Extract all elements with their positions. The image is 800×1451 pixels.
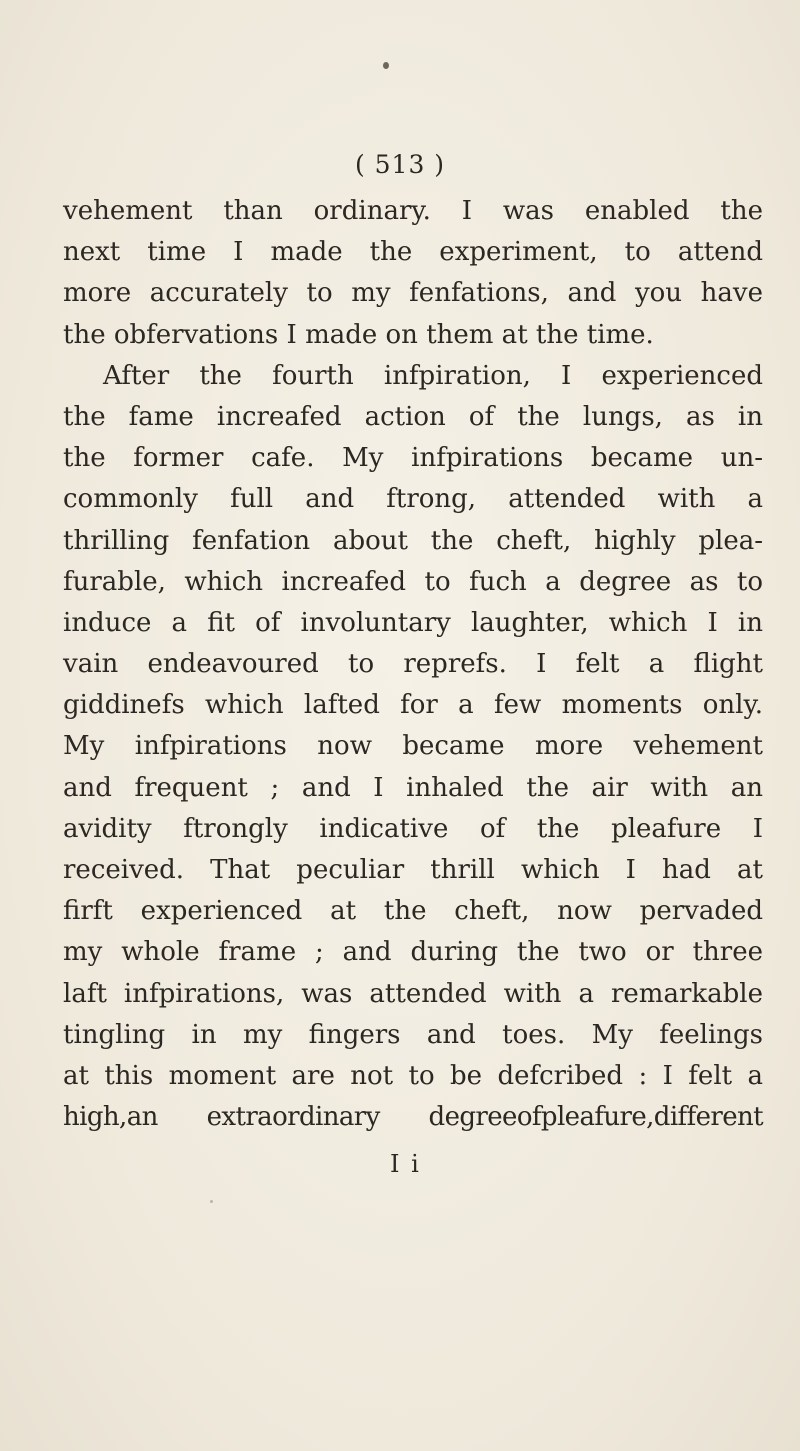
text-line: my whole frame ; and during the two or three bbox=[63, 937, 763, 968]
text-line: next time I made the experiment, to attend bbox=[63, 237, 763, 268]
body-text bbox=[63, 191, 763, 1138]
text-line: tingling in my fingers and toes. My feelings bbox=[63, 1019, 763, 1050]
text-line: the obfervations I made on them at the time. bbox=[63, 319, 654, 350]
text-line: more accurately to my fenfations, and you have bbox=[63, 278, 763, 309]
text-line: commonly full and ftrong, attended with a bbox=[63, 484, 763, 515]
text-line: After the fourth infpiration, I experienced bbox=[103, 360, 763, 391]
page-number: ( 513 ) bbox=[354, 150, 446, 179]
text-line: at this moment are not to be defcribed : I felt a bbox=[63, 1060, 763, 1091]
ink-speck bbox=[210, 1200, 213, 1203]
text-line: high,an extraordinary degreeofpleafure,different bbox=[63, 1102, 763, 1133]
text-line: received. That peculiar thrill which I had at bbox=[63, 855, 763, 885]
text-line: the fame increafed action of the lungs, as in bbox=[63, 401, 763, 432]
text-line: firft experienced at the cheft, now pervaded bbox=[63, 896, 763, 927]
signature-mark: I i bbox=[390, 1150, 421, 1178]
text-line: thrilling fenfation about the cheft, highly plea- bbox=[63, 525, 763, 556]
text-line: and frequent ; and I inhaled the air with an bbox=[63, 772, 763, 803]
text-line: laft infpirations, was attended with a remarkable bbox=[63, 978, 763, 1009]
text-line: avidity ftrongly indicative of the pleafure I bbox=[63, 813, 763, 844]
text-line: giddinefs which lafted for a few moments only. bbox=[63, 690, 763, 721]
text-line: the former cafe. My infpirations became un- bbox=[63, 443, 763, 474]
text-line: My infpirations now became more vehement bbox=[63, 731, 763, 762]
text-line: vain endeavoured to reprefs. I felt a flight bbox=[63, 649, 763, 680]
ink-speck bbox=[383, 62, 389, 69]
text-line: furable, which increafed to fuch a degree as to bbox=[63, 566, 763, 597]
text-line: vehement than ordinary. I was enabled the bbox=[63, 196, 763, 226]
text-line: induce a fit of involuntary laughter, which I in bbox=[63, 607, 763, 638]
